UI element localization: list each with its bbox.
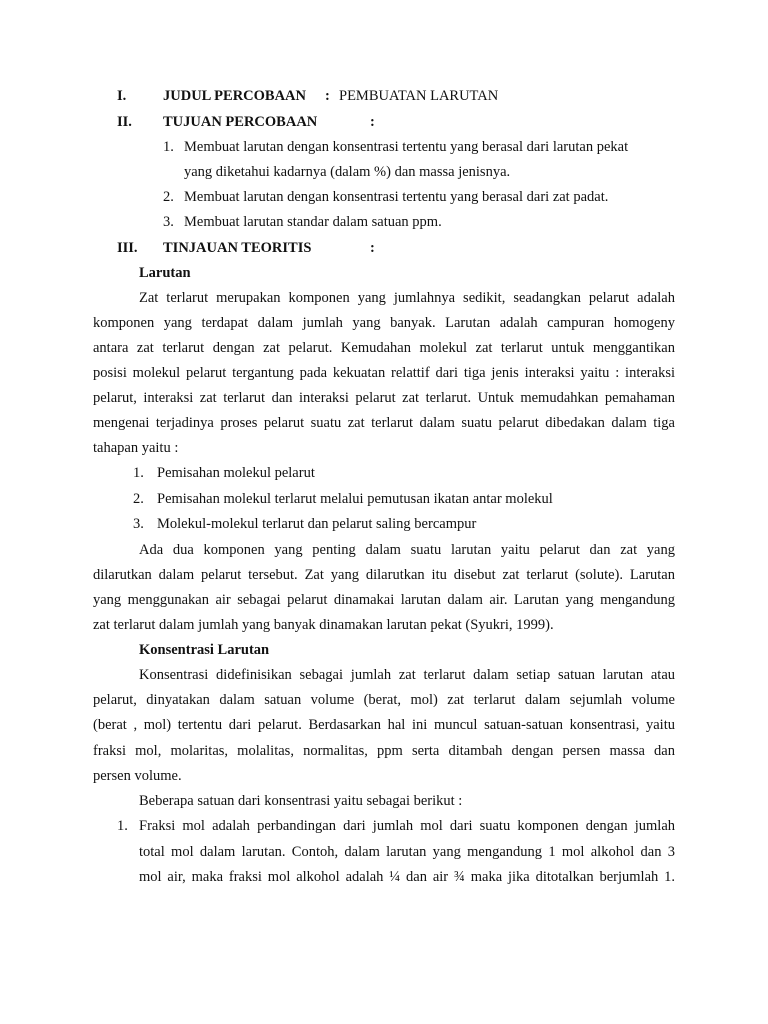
subheading-larutan: Larutan	[139, 265, 191, 281]
para1-line5: pelarut, interaksi zat terlarut dan interaksi pelarut zat terlarut. Untuk memudahkan pemahaman	[93, 390, 675, 406]
objective-1-line2: yang diketahui kadarnya (dalam %) dan massa jenisnya.	[184, 164, 511, 180]
stage-2-number: 2.	[133, 491, 144, 507]
para3-line3: (berat , mol) tertentu dari pelarut. Berdasarkan hal ini muncul satuan-satuan konsentrasi, yaitu	[93, 717, 675, 733]
section1-numeral: I.	[117, 88, 127, 104]
para1-line7: tahapan yaitu :	[93, 440, 179, 456]
section3-heading: TINJAUAN TEORITIS	[163, 240, 312, 256]
subheading-konsentrasi: Konsentrasi Larutan	[139, 642, 270, 658]
section1-colon: :	[325, 88, 330, 104]
para1-line6: mengenai terjadinya proses pelarut suatu zat terlarut dalam suatu pelarut dibedakan dalam tiga	[93, 415, 675, 431]
section2-heading: TUJUAN PERCOBAAN	[163, 114, 318, 130]
section3-numeral: III.	[117, 240, 138, 256]
para2-line1: Ada dua komponen yang penting dalam suatu larutan yaitu pelarut dan zat yang	[139, 542, 675, 558]
stage-3-text: Molekul-molekul terlarut dan pelarut saling bercampur	[157, 516, 477, 532]
para3-line1: Konsentrasi didefinisikan sebagai jumlah zat terlarut dalam setiap satuan larutan atau	[139, 667, 675, 683]
para1-line4: posisi molekul pelarut tergantung pada kekuatan relattif dari tiga jenis interaksi yaitu : interaksi	[93, 365, 675, 381]
para3-line5: persen volume.	[93, 768, 182, 784]
para1-line2: komponen yang terdapat dalam jumlah yang banyak. Larutan adalah campuran homogeny	[93, 315, 675, 331]
objective-3-text: Membuat larutan standar dalam satuan ppm.	[184, 214, 442, 230]
objective-1-number: 1.	[163, 139, 174, 155]
section2-colon: :	[370, 114, 375, 130]
objective-1-line1: Membuat larutan dengan konsentrasi tertentu yang berasal dari larutan pekat	[184, 139, 629, 155]
para1-line3: antara zat terlarut dengan zat pelarut. Kemudahan molekul zat terlarut untuk menggantikan	[93, 340, 675, 356]
unit-1-number: 1.	[117, 818, 128, 834]
stage-1-text: Pemisahan molekul pelarut	[157, 465, 315, 481]
section1-title: PEMBUATAN LARUTAN	[339, 88, 499, 104]
section3-colon: :	[370, 240, 375, 256]
objective-2-number: 2.	[163, 189, 174, 205]
section2-numeral: II.	[117, 114, 132, 130]
para2-line3: yang menggunakan air sebagai pelarut dinamakai larutan dalam air. Larutan yang mengandung	[93, 592, 675, 608]
para2-line2: dilarutkan dalam pelarut tersebut. Zat yang dilarutkan itu disebut zat terlarut (solute). Larutan	[93, 567, 675, 583]
unit-1-line2: total mol dalam larutan. Contoh, dalam larutan yang mengandung 1 mol alkohol dan 3	[139, 844, 675, 860]
stage-3-number: 3.	[133, 516, 144, 532]
stage-2-text: Pemisahan molekul terlarut melalui pemutusan ikatan antar molekul	[157, 491, 553, 507]
unit-1-line1: Fraksi mol adalah perbandingan dari jumlah mol dari suatu komponen dengan jumlah	[139, 818, 675, 834]
unit-1-line3: mol air, maka fraksi mol alkohol adalah ¼ dan air ¾ maka jika ditotalkan berjumlah 1.	[139, 869, 675, 885]
para1-line1: Zat terlarut merupakan komponen yang jumlahnya sedikit, seadangkan pelarut adalah	[139, 290, 675, 306]
objective-2-text: Membuat larutan dengan konsentrasi tertentu yang berasal dari zat padat.	[184, 189, 609, 205]
section1-heading: JUDUL PERCOBAAN	[163, 88, 306, 104]
para3-line4: fraksi mol, molaritas, molalitas, normalitas, ppm serta ditambah dengan persen massa dan	[93, 743, 675, 759]
stage-1-number: 1.	[133, 465, 144, 481]
para2-line4: zat terlarut dalam jumlah yang banyak dinamakan larutan pekat (Syukri, 1999).	[93, 617, 554, 633]
objective-3-number: 3.	[163, 214, 174, 230]
para3-line2: pelarut, dinyatakan dalam satuan volume (berat, mol) zat terlarut dalam sejumlah volume	[93, 692, 675, 708]
para4-line1: Beberapa satuan dari konsentrasi yaitu sebagai berikut :	[139, 793, 463, 809]
